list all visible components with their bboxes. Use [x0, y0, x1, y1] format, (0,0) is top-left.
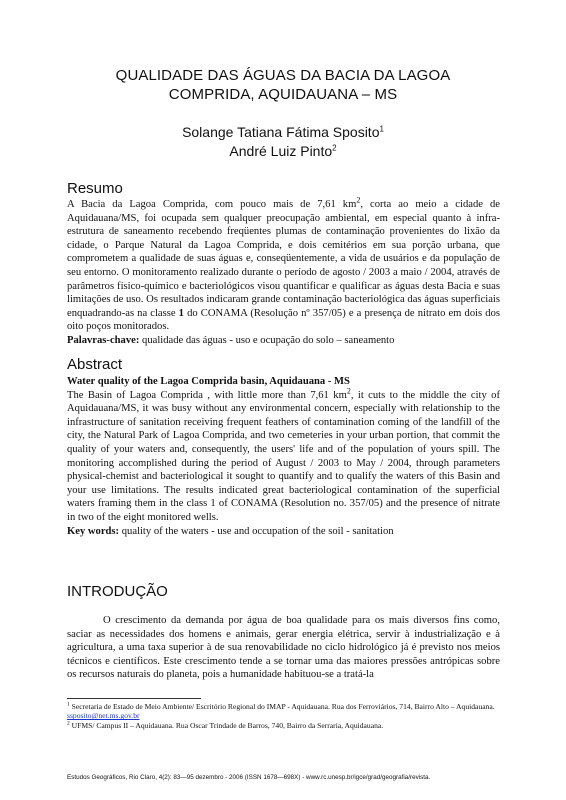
footnote-2: [67, 721, 500, 730]
introducao-paragraph: O crescimento da demanda por água de boa qualidade para os mais diversos fins como, saciar as necessidades dos homens e animais, gerar energia elétrica, servir à industrialização e à agricultura, a uma taxa superior à de sua renovabilidade no ciclo hidrológico já é previsto nos meios técnicos e científicos. Este crescimento tende a se tornar uma das maiores pressões antrópicas sobre os recursos naturais do planeta, pois a humanidade habituou-se a tratá-la: [67, 615, 500, 681]
resumo-text-c: do CONAMA (Resolução nº 357/05) e a presença de nitrato em dois dos oito poços monitorados.: [67, 307, 500, 333]
footnote-2-mark: 2: [67, 720, 70, 727]
resumo-class-number: 1: [178, 307, 184, 319]
resumo-superscript: 2: [356, 195, 361, 205]
abstract-heading: Abstract: [67, 356, 123, 373]
author-1: [40, 123, 526, 141]
abstract-text-a: The Basin of Lagoa Comprida , with little more than 7,61 km: [67, 389, 347, 401]
footnote-1-text: Secretaria de Estado de Meio Ambiente/ Escritório Regional do IMAP - Aquidauana. Rua dos Ferroviários, 714, Bairro Alto – Aquidauana.: [69, 702, 495, 711]
footnote-separator: [67, 698, 201, 699]
resumo-section: [67, 195, 500, 348]
journal-footer: Estudos Geográficos, Rio Claro, 4(2): 83—95 dezembro - 2006 (ISSN 1678—698X) - www.rc.unesp.br/igce/grad/geografia/revista.: [67, 774, 431, 781]
resumo-keywords-text: qualidade das águas - uso e ocupação do solo – saneamento: [139, 334, 395, 346]
author-2-name: André Luiz Pinto: [229, 143, 333, 159]
paper-title: [40, 66, 526, 104]
abstract-keywords-label: Key words:: [67, 525, 120, 537]
footnote-1-email-link[interactable]: ssposito@net.ms.gov.br: [67, 711, 140, 721]
author-2: [40, 142, 526, 160]
resumo-keywords: [67, 334, 500, 348]
resumo-paragraph: [67, 195, 500, 334]
footnote-1-mark: 1: [67, 701, 70, 708]
resumo-text-b: , corta ao meio a cidade de Aquidauana/MS, foi ocupada sem qualquer preocupação ambiental, em especial quanto à infra-estrutura de saneamento recebendo freqüentes plumas de contaminação provenientes do lixão da cidade, o Parque Natural da Lagoa Comprida, e dois cemitérios em sua porção urbana, que comprometem a qualidade de suas águas e, conseqüentemente, a vida de usuários e da população de seu entorno. O monitoramento realizado durante o período de agosto / 2003 a maio / 2004, através de parâmetros físico-químico e bacteriológicos visou quantificar e qualificar as águas desta Bacia e suas limitações de uso. Os resultados indicaram grande contaminação bacteriológica das águas superficiais enquadrando-as na classe: [67, 199, 500, 319]
introducao-heading: INTRODUÇÃO: [67, 583, 168, 600]
abstract-keywords-text: quality of the waters - use and occupation of the soil - sanitation: [119, 525, 394, 537]
abstract-paragraph: [67, 386, 500, 525]
paper-title-line-1: QUALIDADE DAS ÁGUAS DA BACIA DA LAGOA: [115, 67, 451, 84]
resumo-keywords-label: Palavras-chave:: [67, 334, 140, 346]
author-1-footnote-mark[interactable]: 1: [379, 124, 384, 134]
abstract-keywords: [67, 525, 500, 539]
abstract-subtitle: Water quality of the Lagoa Comprida basin, Aquidauana - MS: [67, 376, 350, 387]
abstract-text-b: , it cuts to the middle the city of Aquidauana/MS, it was busy without any environmental concern, especially with relationship to the infrastructure of sanitation receiving frequent feathers of contamination coming of the landfill of the city, the Natural Park of Lagoa Comprida, and two cemeteries in your urban portion, that commit the quality of your waters and, consequently, the users' life and of the population of yours spill. The monitoring accomplished during the period of August / 2003 to May / 2004, through parameters physical-chemist and bacteriological it sought to quantify and to qualify the waters of this Basin and your use limitations. The results indicated great bacteriological contamination of the superficial waters framing them in the class 1 of CONAMA (Resolution no. 357/05) and the presence of nitrate in two of the eight monitored wells.: [67, 389, 500, 523]
introducao-section: [67, 614, 500, 682]
footnote-1: [67, 702, 500, 721]
footnotes: [67, 702, 500, 730]
resumo-text-a: A Bacia da Lagoa Comprida, com pouco mais de 7,61 km: [67, 199, 357, 210]
footnote-2-text: UFMS/ Campus II – Aquidauana. Rua Oscar Trindade de Barros, 740, Bairro da Serraria, Aquidauana.: [69, 720, 384, 730]
abstract-superscript: 2: [346, 386, 351, 396]
author-2-footnote-mark[interactable]: 2: [332, 143, 337, 153]
abstract-section: [67, 375, 500, 538]
resumo-heading: Resumo: [67, 180, 123, 197]
paper-title-line-2: COMPRIDA, AQUIDAUANA – MS: [168, 86, 398, 103]
author-1-name: Solange Tatiana Fátima Sposito: [182, 124, 380, 140]
